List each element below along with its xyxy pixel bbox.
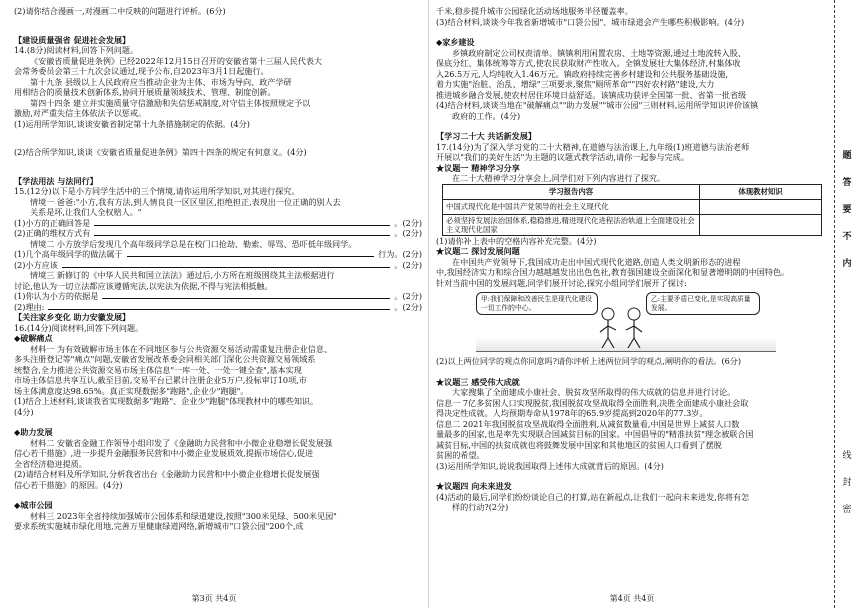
text-line: 多头注册登记等"痛点"问题,安徽省发展改革委会同相关部门深化公共资源交易领域系 — [14, 354, 316, 364]
fill-in-question — [14, 249, 422, 260]
answer-blank[interactable] — [102, 297, 390, 299]
text-line: (2)请你结合漫画一,对漫画二中反映的问题进行评析。(6分) — [14, 6, 226, 16]
text-line: 第十九条 县级以上人民政府应当推动企业为主体、市场为导向、政产学研 — [30, 76, 292, 87]
discussion-cartoon — [476, 292, 776, 354]
text-line: 17.(14分)为了深入学习党的二十大精神,在道德与法治课上,九年级(1)班道德与法治老师 — [436, 141, 750, 152]
text-line: (4分) — [14, 406, 34, 417]
table-cell: 必须坚持发展法治国体系,稳稳推进,精进现代化进程法治轨道上全面建设社会主义现代化国家 — [443, 214, 700, 235]
student-a-bubble: 甲:我们保障和改善民生是现代化建设一切工作的中心。 — [476, 292, 598, 315]
binding-char: 题 — [842, 151, 852, 161]
text-line: 政府的工作。(4分) — [452, 110, 521, 121]
section-heading: ★议题二 探讨发展问题 — [436, 246, 520, 256]
binding-warning-bottom — [840, 450, 854, 531]
binding-char: 内 — [842, 259, 852, 269]
binding-warning-top — [840, 150, 854, 285]
text-line: 保底分红、集体统筹等方式,使农民获取财产性收入。全镇发展壮大集体经济,村集体收 — [436, 58, 741, 68]
text-line: 14.(8分)阅读材料,回答下列问题。 — [14, 45, 139, 55]
text-line: (2)结合所学知识,谈谈《安徽省质量促进条例》第四十四条的规定有何意义。(4分) — [14, 147, 307, 157]
text-line: (2)以上两位同学的观点你同意吗?请你评析上述两位同学的观点,阐明你的看法。(6分) — [436, 356, 742, 366]
text-line: 信息一 7亿多贫困人口实现脱贫,我国脱贫攻坚战取得全面胜利,决胜全面建成小康社会取 — [436, 397, 749, 408]
text-line: 针对当前中国的发展问题,同学们展开讨论,探究小组同学们展开了探讨: — [436, 277, 687, 288]
study-report-table — [442, 184, 822, 236]
text-line: 样的行动?(2分) — [452, 502, 509, 512]
score-label: 。(2分) — [394, 217, 422, 228]
answer-space — [436, 367, 828, 377]
text-line: 乡镇政府制定公司权责清单。镇镇利用闲置农房、土地等资源,通过土地流转入股、 — [452, 47, 746, 58]
text-line: 统整合,全力推进公共资源交易市场主体信息"一库一处、一处一键全查",基本实现 — [14, 364, 302, 375]
text-line: 入26.5万元,人均纯收入1.46万元。镇政府持续完善乡村建设和公共服务基础设施, — [436, 68, 729, 79]
text-line: 要求系统实施城市绿化用地,完善万里健康绿道网络,新增城市"口袋公园"200个,成 — [14, 521, 304, 531]
fill-in-question — [14, 302, 422, 313]
answer-space — [14, 17, 422, 35]
binding-char: 答 — [842, 178, 852, 188]
section-heading: ★议题四 向未来进发 — [436, 481, 512, 491]
page-4 — [430, 0, 834, 608]
text-line: 中,我国经济实力和综合国力越越越发出出色色社,教育强国建设全面深化和显著增明朗的中国特色。 — [436, 267, 790, 277]
answer-space — [436, 121, 828, 131]
answer-blank[interactable] — [127, 255, 375, 257]
text-line: 会常务委员会第三十九次会议通过,现予公布,自2023年3月1日起施行。 — [14, 66, 269, 76]
text-line: 材料二 安徽省金融工作领导小组印发了《金融助力民营和中小微企业稳增长促发展强 — [30, 437, 333, 448]
table-row — [443, 214, 822, 235]
fill-in-question — [14, 291, 422, 302]
question-text: (2)小方应该 — [14, 259, 58, 270]
answer-space — [14, 490, 422, 500]
table-cell: 中国式现代化是中国共产党领导的社会主义现代化 — [443, 199, 700, 214]
text-line: (3)结合材料,谈谈今年我省新增城市"口袋公园"、城市绿道会产生哪些积极影响。(4分) — [436, 16, 745, 27]
score-label: (2分) — [402, 249, 422, 259]
binding-char: 不 — [842, 232, 852, 242]
text-line: 信心若干措施》,进一步提升金融服务民营和中小微企业发展质效,提振市场信心,促进 — [14, 448, 314, 458]
section-heading: 【建设质量强省 促进社会发展】 — [14, 34, 131, 45]
answer-blank[interactable] — [48, 308, 390, 310]
text-line: 16.(14分)阅读材料,回答下列问题。 — [14, 322, 144, 333]
student-b-bubble: 乙:主要矛盾已变化,是实现高质量发展。 — [646, 292, 760, 315]
text-line: 材料三 2023年全省持续加强城市公园体系和绿道建设,按照"300米见绿、500米见园" — [30, 510, 337, 521]
table-header: 学习报告内容 — [443, 184, 700, 199]
section-heading: ◆城市公园 — [14, 500, 53, 510]
score-label: 。(2分) — [394, 291, 422, 301]
answer-blank[interactable] — [94, 234, 390, 236]
binding-char: 封 — [842, 478, 852, 488]
section-heading: ★议题三 感受伟大成就 — [436, 376, 520, 387]
text-line: 全省经济稳进提质。 — [14, 458, 87, 469]
question-text: (1)小方的正确回答是 — [14, 217, 91, 228]
section-heading: 【学习二十大 共话新发展】 — [436, 131, 536, 141]
page-4-body — [430, 0, 834, 513]
text-line: 关系是坏,让我们人全权赔人。" — [30, 207, 142, 217]
text-line: 市场主体信息共享互认,截至目前,交易平台已累计注册企业5万户,投标审订10项,市 — [14, 375, 307, 385]
text-line: (1)结合上述材料,谈谈我省实现数据多"跑路"、企业少"跑腿"体现教材中的哪些知识。 — [14, 396, 319, 406]
text-line: 贫困的希望。 — [436, 450, 485, 460]
text-line: 推进城乡融合发展,使农村居住环境日益舒适。该镇成功获评全国第一批、省第一批省级 — [436, 89, 747, 100]
table-header: 体现教材知识 — [700, 184, 822, 199]
section-heading: 【关注家乡变化 助力安徽发展】 — [14, 312, 131, 322]
text-line: 千米,稳步提升城市公园绿化活动场地服务半径覆盖率。 — [436, 6, 633, 16]
text-line: 材料一 为有效破解市场主体在不同地区参与公共资源交易活动需重复注册企业信息、 — [30, 343, 333, 354]
answer-space — [436, 27, 828, 37]
text-line: 15.(12分)以下是小方同学生活中的三个情境,请你运用所学知识,对其进行探究。 — [14, 186, 300, 196]
text-line: 得决定性成就。人均预期寿命从1978年的65.9岁提高到2020年的77.3岁。 — [436, 408, 708, 418]
text-line: 《安徽省质量促进条例》已经2022年12月15日召开的安徽省第十三届人民代表大 — [30, 55, 323, 66]
text-line: 量最多的国家,也是率先实现联合国减贫目标的国家。中国倡导的"精准扶贫"理念被联合国 — [436, 429, 754, 439]
score-label: 。(2分) — [394, 228, 422, 238]
text-line: 信息二 2021年我国脱贫攻坚战取得全面胜利,从减贫数量看,中国是世界上减贫人口数 — [436, 418, 740, 429]
table-row — [443, 199, 822, 214]
answer-blank[interactable] — [62, 266, 391, 268]
text-line: (2)请结合材料及所学知识,分析我省出台《金融助力民营和中小微企业稳增长促发展强 — [14, 469, 320, 479]
answer-space — [436, 471, 828, 481]
answer-blank[interactable] — [94, 224, 390, 226]
binding-char: 要 — [842, 205, 852, 215]
text-line: 情境二 小方放学后发现几个高年级同学总是在校门口抢劫、勒索、辱骂、恐吓低年级同学。 — [30, 238, 357, 249]
text-line: 情境三 新修订的《中华人民共和国立法法》通过后,小方所在班级围绕其主法根据进行 — [30, 270, 335, 280]
fill-in-question — [14, 218, 422, 229]
score-label: 。(2分) — [394, 259, 422, 270]
answer-space — [14, 129, 422, 147]
text-line: 着力实施"治脏、治乱、增绿"三项要求,聚焦"厕所革命""四好农村路"建设,大力 — [436, 79, 715, 89]
text-line: 在二十大精神学习分享会上,同学们对下列内容进行了探究。 — [452, 173, 666, 183]
section-heading: ★议题一 精神学习分享 — [436, 162, 520, 173]
page-divider — [428, 0, 429, 608]
fill-in-question — [14, 228, 422, 239]
text-line: 激励,对严重失信主体依法予以惩戒。 — [14, 108, 147, 118]
page-4-footer: 第4页 共4页 — [609, 594, 655, 603]
question-text: 行为。 — [378, 249, 403, 259]
question-text: (1)几个高年级同学的做法属于 — [14, 249, 123, 259]
students-figure — [594, 302, 648, 352]
text-line: 开展以"我们的美好生活"为主题的议题式教学活动,请你一起参与完成。 — [436, 152, 689, 162]
answer-space — [14, 417, 422, 427]
text-line: 场主体满意度达98.65%。真正实现数据多"跑路",企业少"跑腿"。 — [14, 385, 249, 396]
text-line: (4)结合材料,谈谈当地在"破解痛点""助力发展""城市公园"三则材料,运用所学知识评价该镇 — [436, 100, 759, 110]
question-text: (2)理由: — [14, 301, 45, 312]
text-line: (3)运用所学知识,说说我国取得上述伟大成就背后的原因。(4分) — [436, 460, 664, 471]
section-heading: ◆助力发展 — [14, 427, 53, 437]
answer-cell[interactable] — [700, 199, 822, 214]
question-text: (1)你认为小方的依据是 — [14, 291, 99, 301]
text-line: 第四十四条 建立并实施质量守信激励和失信惩戒制度,对守信主体按照规定予以 — [30, 97, 311, 108]
text-line: (1)运用所学知识,谈谈安徽省制定第十九条措施制定的依据。(4分) — [14, 118, 250, 129]
text-line: 用相结合的质量技术创新体系,协同开展质量领域技术、管理、制度创新。 — [14, 87, 276, 97]
question-text: (2)正确的维权方式有 — [14, 228, 91, 238]
binding-char: 密 — [842, 505, 852, 515]
page-3-footer: 第3页 共4页 — [191, 594, 237, 603]
page-3 — [0, 0, 428, 608]
text-line: (4)活动的最后,同学们纷纷谈论自己的打算,站在新起点,让我们一起向未来进发,你将有怎 — [436, 491, 750, 502]
section-heading: 【学法用法 与法同行】 — [14, 175, 98, 186]
text-line: (1)请你补上表中的空格内容补充完整。(4分) — [436, 235, 597, 246]
text-line: 在中国共产党领导下,我国成功走出中国式现代化道路,创造人类文明新形态的进程 — [452, 256, 741, 267]
text-line: 大家搜集了全面建成小康社会、脱贫攻坚所取得的伟大成就的信息并进行讨论。 — [452, 387, 736, 397]
section-heading: ◆破解痛点 — [14, 333, 53, 343]
text-line: 讨论,他认为一切立法都应该遵循宪法,以宪法为依据,不得与宪法相抵触。 — [14, 280, 273, 291]
answer-space — [14, 158, 422, 176]
text-line: 情境一 爸爸:"小方,我有方法,到人情良良一区区里区,拒绝担正,表现出一位正确的别人去 — [30, 196, 341, 207]
text-line: 信心若干措施》的原因。(4分) — [14, 479, 123, 490]
score-label: 。(2分) — [394, 301, 422, 312]
answer-cell[interactable] — [700, 214, 822, 235]
text-line: 减贫目标,中国的扶贫成就也将鼓舞发展中国家和其他地区的贫困人口看到了摆脱 — [436, 439, 722, 450]
page-3-body — [0, 0, 428, 532]
binding-char: 线 — [842, 451, 852, 461]
fill-in-question — [14, 260, 422, 271]
section-heading: ◆家乡建设 — [436, 37, 475, 47]
